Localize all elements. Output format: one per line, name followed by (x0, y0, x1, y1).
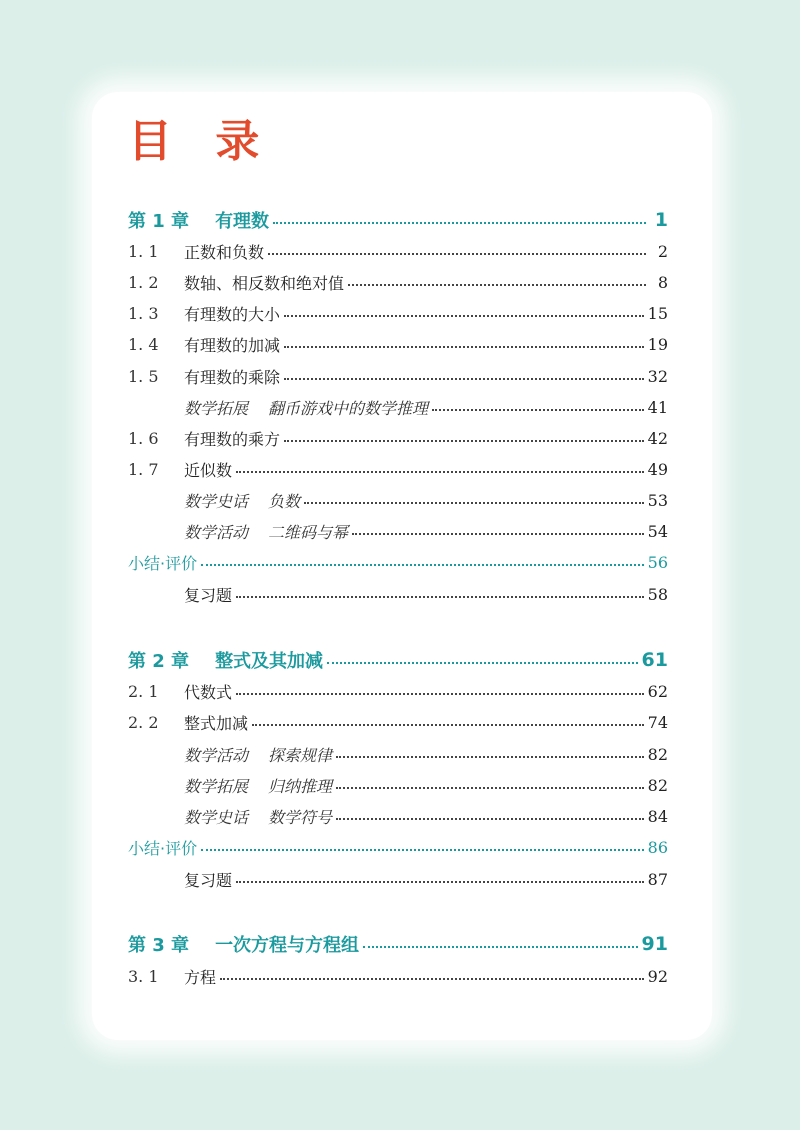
page-number: 53 (647, 490, 668, 510)
dot-leader (284, 378, 644, 380)
feature-kind: 数学拓展 (184, 398, 249, 418)
chapter-name: 有理数 (215, 211, 270, 232)
toc-feature-row[interactable] (128, 393, 668, 421)
feature-name: 翻币游戏中的数学推理 (268, 398, 429, 418)
section-number: 1. 6 (128, 428, 159, 448)
toc-section-row[interactable] (128, 708, 668, 736)
toc-section-row[interactable] (128, 962, 668, 990)
page-title: 目 录 (128, 116, 274, 167)
summary-title: 小结·评价 (128, 838, 198, 858)
section-number: 2. 2 (128, 712, 159, 732)
toc-section-row[interactable] (128, 237, 668, 265)
toc-feature-row[interactable] (128, 486, 668, 514)
dot-leader (236, 693, 644, 695)
dot-leader (352, 533, 644, 535)
dot-leader (304, 502, 644, 504)
section-title: 近似数 (184, 460, 233, 480)
toc-feature-row[interactable] (128, 802, 668, 830)
toc-section-row[interactable] (128, 362, 668, 390)
feature-title (184, 805, 332, 828)
page-number: 2 (657, 241, 668, 261)
toc-review-row[interactable] (128, 580, 668, 608)
section-title: 代数式 (184, 682, 233, 702)
section-number: 1. 2 (128, 272, 159, 292)
dot-leader (273, 222, 646, 224)
section-number: 1. 7 (128, 459, 159, 479)
dot-leader (327, 662, 637, 664)
dot-leader (432, 409, 644, 411)
feature-name: 探索规律 (268, 745, 333, 765)
feature-title (184, 489, 300, 512)
section-title: 整式加减 (184, 713, 249, 733)
feature-title (184, 396, 428, 419)
review-title: 复习题 (184, 870, 233, 890)
page-number: 58 (647, 584, 668, 604)
feature-name: 归纳推理 (268, 776, 333, 796)
toc-feature-row[interactable] (128, 517, 668, 545)
dot-leader (284, 440, 644, 442)
page-number: 42 (647, 428, 668, 448)
toc-summary-row[interactable] (128, 548, 668, 576)
toc-feature-row[interactable] (128, 771, 668, 799)
page-number: 74 (647, 712, 668, 732)
toc-feature-row[interactable] (128, 740, 668, 768)
chapter-name: 整式及其加减 (215, 651, 324, 672)
page-number: 86 (647, 837, 668, 857)
dot-leader (348, 284, 646, 286)
dot-leader (201, 849, 644, 851)
feature-name: 负数 (268, 491, 301, 511)
page-number: 56 (647, 552, 668, 572)
section-number: 3. 1 (128, 966, 159, 986)
review-title: 复习题 (184, 585, 233, 605)
chapter-label: 第 2 章 (128, 651, 190, 672)
section-number: 1. 3 (128, 303, 159, 323)
dot-leader (336, 787, 644, 789)
dot-leader (284, 346, 644, 348)
dot-leader (220, 978, 644, 980)
chapter-title (128, 207, 269, 233)
section-title: 有理数的乘方 (184, 429, 281, 449)
feature-name: 二维码与幂 (268, 522, 349, 542)
page-number: 1 (654, 209, 668, 231)
toc-section-row[interactable] (128, 268, 668, 296)
section-title: 数轴、相反数和绝对值 (184, 273, 345, 293)
page-number: 15 (647, 303, 668, 323)
page-number: 87 (647, 869, 668, 889)
toc-section-row[interactable] (128, 330, 668, 358)
toc-chapter-row[interactable] (128, 646, 668, 674)
feature-name: 数学符号 (268, 807, 333, 827)
dot-leader (336, 756, 644, 758)
dot-leader (201, 564, 644, 566)
dot-leader (236, 596, 644, 598)
dot-leader (363, 946, 637, 948)
page-number: 54 (647, 521, 668, 541)
feature-title (184, 520, 348, 543)
page-number: 84 (647, 806, 668, 826)
page-number: 41 (647, 397, 668, 417)
section-title: 有理数的大小 (184, 304, 281, 324)
page-number: 49 (647, 459, 668, 479)
page-number: 32 (647, 366, 668, 386)
section-title: 方程 (184, 967, 217, 987)
chapter-name: 一次方程与方程组 (215, 935, 360, 956)
section-number: 1. 4 (128, 334, 159, 354)
dot-leader (236, 881, 644, 883)
chapter-title (128, 647, 323, 673)
feature-kind: 数学史话 (184, 807, 249, 827)
chapter-label: 第 3 章 (128, 935, 190, 956)
toc-section-row[interactable] (128, 455, 668, 483)
toc-section-row[interactable] (128, 424, 668, 452)
toc-chapter-row[interactable] (128, 206, 668, 234)
feature-kind: 数学拓展 (184, 776, 249, 796)
section-number: 1. 5 (128, 366, 159, 386)
toc-section-row[interactable] (128, 299, 668, 327)
page-number: 82 (647, 744, 668, 764)
page-number: 62 (647, 681, 668, 701)
section-title: 正数和负数 (184, 242, 265, 262)
page-number: 19 (647, 334, 668, 354)
feature-kind: 数学活动 (184, 745, 249, 765)
page-number: 91 (641, 933, 668, 955)
page-number: 8 (657, 272, 668, 292)
section-number: 1. 1 (128, 241, 159, 261)
feature-title (184, 774, 332, 797)
feature-kind: 数学活动 (184, 522, 249, 542)
page-number: 82 (647, 775, 668, 795)
toc-section-row[interactable] (128, 677, 668, 705)
page-number: 61 (641, 649, 668, 671)
dot-leader (236, 471, 644, 473)
page-number: 92 (647, 966, 668, 986)
dot-leader (268, 253, 646, 255)
toc-summary-row[interactable] (128, 833, 668, 861)
dot-leader (252, 724, 644, 726)
section-number: 2. 1 (128, 681, 159, 701)
summary-title: 小结·评价 (128, 553, 198, 573)
chapter-title (128, 931, 359, 957)
feature-title (184, 743, 332, 766)
toc-review-row[interactable] (128, 865, 668, 893)
dot-leader (336, 818, 644, 820)
chapter-label: 第 1 章 (128, 211, 190, 232)
section-title: 有理数的加减 (184, 335, 281, 355)
section-title: 有理数的乘除 (184, 367, 281, 387)
toc-chapter-row[interactable] (128, 930, 668, 958)
dot-leader (284, 315, 644, 317)
feature-kind: 数学史话 (184, 491, 249, 511)
